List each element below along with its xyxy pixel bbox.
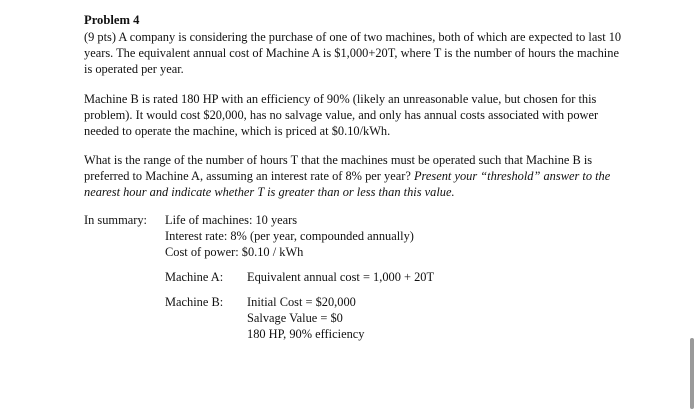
summary-section	[84, 212, 624, 342]
vertical-scrollbar[interactable]	[690, 338, 694, 409]
machine-a-cost: Equivalent annual cost = 1,000 + 20T	[247, 270, 435, 284]
summary-life: Life of machines: 10 years	[165, 213, 298, 227]
summary-label: In summary:	[84, 213, 147, 227]
summary-power: Cost of power: $0.10 / kWh	[165, 245, 304, 259]
machine-a-label: Machine A:	[165, 270, 224, 284]
problem-intro-paragraph: (9 pts) A company is considering the purchase of one of two machines, both of which are expected to last 10 years. The equivalent annual cost of Machine A is $1,000+20T, where T is the number of hours the machine is operated per year.	[84, 30, 622, 76]
machine-b-initial-cost: Initial Cost = $20,000	[247, 295, 356, 309]
question-paragraph	[84, 152, 624, 200]
summary-interest: Interest rate: 8% (per year, compounded annually)	[165, 229, 414, 243]
question-text: What is the range of the number of hours T that the machines must be operated such that Machine B is preferred to Machine A, assuming an interest rate of 8% per year?	[84, 153, 593, 183]
answer-instructions: Present your “threshold” answer to the nearest hour and indicate whether T is greater than or less than this value.	[84, 169, 611, 199]
problem-title: Problem 4	[84, 13, 140, 27]
machine-b-paragraph: Machine B is rated 180 HP with an efficiency of 90% (likely an unreasonable value, but chosen for this problem). It would cost $20,000, has no salvage value, and only has annual costs associated with power needed to operate the machine, which is priced at $0.10/kWh.	[84, 92, 599, 138]
machine-b-rating: 180 HP, 90% efficiency	[247, 327, 365, 341]
machine-b-salvage-value: Salvage Value = $0	[247, 311, 343, 325]
machine-b-label: Machine B:	[165, 295, 224, 309]
problem-document	[84, 12, 624, 342]
